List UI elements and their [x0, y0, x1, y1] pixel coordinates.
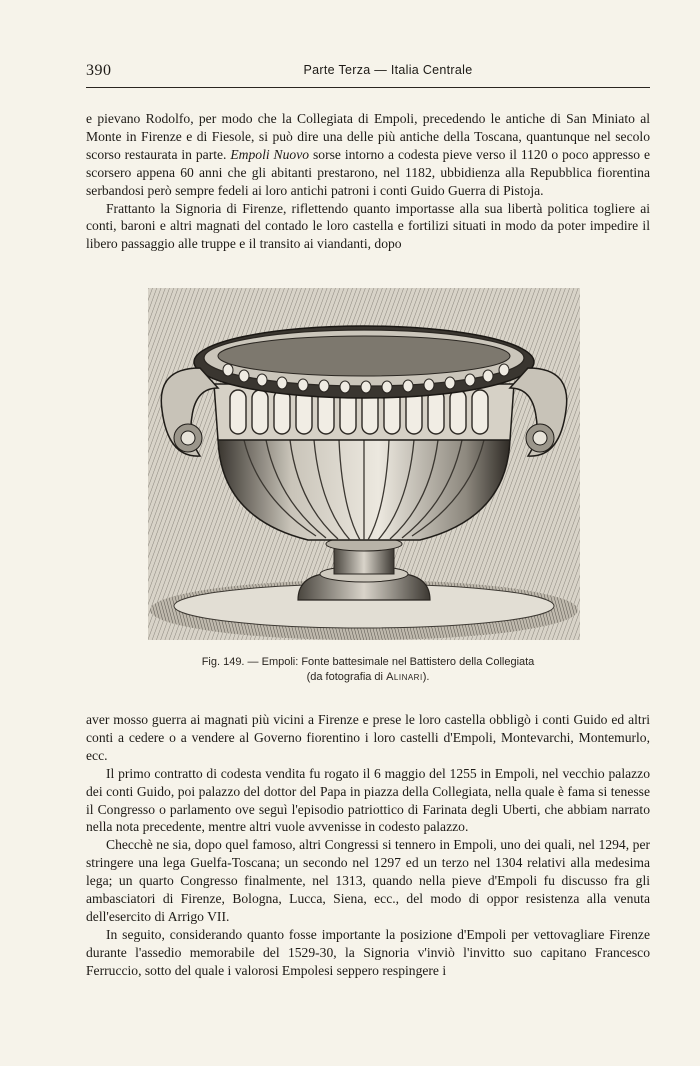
- paragraph: aver mosso guerra ai magnati più vicini a Firenze e prese le loro castella obbligò i conti Guido ed altri conti a cedere o a vendere al Governo fiorentino i loro castelli d'Empoli, Montevarchi, Montemurlo, ecc.: [86, 712, 650, 763]
- paragraph: Frattanto la Signoria di Firenze, riflettendo quanto importasse alla sua libertà politica togliere ai conti, baroni e altri magnati del contado le loro castella e fortilizi situati in modo da poter impedire il libero passaggio alle truppe e il transito ai viandanti, dopo: [86, 200, 650, 252]
- emphasis: Empoli Nuovo: [230, 146, 310, 162]
- paragraph: Checchè ne sia, dopo quel famoso, altri Congressi si tennero in Empoli, uno dei quali, nel 1294, per stringere una lega Guelfa-Toscana; un secondo nel 1297 ed un terzo nel 1304 relativi alla medesima lega; un quarto Congresso finalmente, nel 1313, quando nella pieve d'Empoli fu discusso fra gli ambasciatori di Firenze, Bologna, Lucca, Siena, ecc., del modo di oppor resistenza alla venuta dell'esercito di Arrigo VII.: [86, 837, 650, 924]
- text-block-bottom: [86, 711, 650, 980]
- header-rule: [86, 87, 650, 88]
- running-title: Parte Terza — Italia Centrale: [303, 63, 473, 77]
- paragraph: In seguito, considerando quanto fosse importante la posizione d'Empoli per vettovagliare Firenze durante l'assedio memorabile del 1529-30, la Signoria v'inviò l'invitto suo capitano Francesco Ferruccio, sotto del quale i valorosi Empolesi seppero respingere i: [86, 926, 650, 978]
- page-header: [86, 62, 650, 84]
- caption-credit: (da fotografia di Alinari).: [306, 671, 430, 683]
- text-block-top: [86, 110, 650, 253]
- baptismal-font-illustration: [148, 288, 580, 640]
- page-number: 390: [86, 62, 112, 79]
- paragraph: Il primo contratto di codesta vendita fu rogato il 6 maggio del 1255 in Empoli, nel vecchio palazzo dei conti Guido, poi palazzo del dottor del Papa in piazza della Collegiata, nella quale è fama si tenesse il Congresso o parlamento ove seguì l'episodio patriottico di Farinata degli Uberti, che abbiam narrato nella nota precedente, mentre altri vuole avvenisse in codesto palazzo.: [86, 765, 650, 835]
- figure-caption: [86, 655, 650, 685]
- paragraph: e pievano Rodolfo, per modo che la Collegiata di Empoli, precedendo le antiche di San Miniato al Monte in Firenze e di Fiesole, si può dire una delle più antiche della Toscana, quantunque nel secolo scorso restaurata in parte. Empoli Nuovo sorse intorno a codesta pieve verso il 1120 o poco appresso e scorsero appena 60 anni che gli abitanti prestarono, nel 1182, ubbidienza alla Repubblica fiorentina serbandosi però sempre fedeli ai loro antichi patroni i conti Guido Guerra di Pistoja.: [86, 111, 650, 198]
- caption-line: Fig. 149. — Empoli: Fonte battesimale nel Battistero della Collegiata: [201, 656, 535, 668]
- photographer-name: Alinari: [386, 671, 423, 683]
